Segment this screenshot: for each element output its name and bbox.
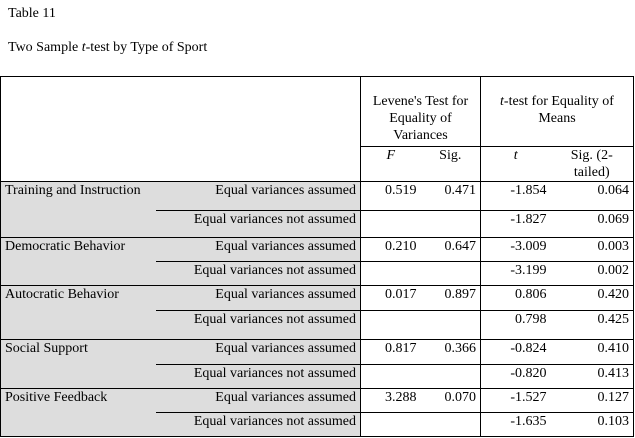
col-header-t: t bbox=[481, 147, 551, 182]
value-sig2: 0.420 bbox=[551, 286, 634, 311]
row-label-autocratic: Autocratic Behavior bbox=[1, 286, 156, 340]
col-header-f: F bbox=[361, 147, 421, 182]
value-t: 0.798 bbox=[481, 311, 551, 340]
value-sig2: 0.127 bbox=[551, 389, 634, 413]
table-row bbox=[1, 238, 634, 262]
row-sublabel: Equal variances not assumed bbox=[156, 413, 361, 437]
value-t: -1.854 bbox=[481, 182, 551, 211]
value-sig bbox=[421, 365, 481, 389]
value-t: -1.635 bbox=[481, 413, 551, 437]
value-t: -3.199 bbox=[481, 262, 551, 286]
col-header-sig: Sig. bbox=[421, 147, 481, 182]
levene-group-header: Levene's Test for Equality of Variances bbox=[361, 77, 481, 147]
value-sig2: 0.003 bbox=[551, 238, 634, 262]
value-f: 0.017 bbox=[361, 286, 421, 311]
row-label-training: Training and Instruction bbox=[1, 182, 156, 238]
row-label-positive: Positive Feedback bbox=[1, 389, 156, 437]
value-f: 3.288 bbox=[361, 389, 421, 413]
value-f bbox=[361, 311, 421, 340]
value-sig2: 0.069 bbox=[551, 211, 634, 238]
header-empty-cell-2 bbox=[1, 147, 361, 182]
value-f bbox=[361, 365, 421, 389]
row-sublabel: Equal variances assumed bbox=[156, 286, 361, 311]
row-sublabel: Equal variances assumed bbox=[156, 182, 361, 211]
value-t: -0.820 bbox=[481, 365, 551, 389]
row-sublabel: Equal variances not assumed bbox=[156, 262, 361, 286]
value-t: -3.009 bbox=[481, 238, 551, 262]
table-row bbox=[1, 182, 634, 211]
table-row bbox=[1, 340, 634, 365]
value-t: 0.806 bbox=[481, 286, 551, 311]
table-row bbox=[1, 286, 634, 311]
value-sig: 0.471 bbox=[421, 182, 481, 211]
value-sig: 0.647 bbox=[421, 238, 481, 262]
value-t: -1.527 bbox=[481, 389, 551, 413]
value-sig bbox=[421, 262, 481, 286]
row-sublabel: Equal variances not assumed bbox=[156, 365, 361, 389]
row-sublabel: Equal variances not assumed bbox=[156, 211, 361, 238]
value-f bbox=[361, 262, 421, 286]
table-label: Table 11 bbox=[8, 6, 56, 21]
row-sublabel: Equal variances assumed bbox=[156, 238, 361, 262]
value-sig2: 0.064 bbox=[551, 182, 634, 211]
value-t: -1.827 bbox=[481, 211, 551, 238]
value-f: 0.210 bbox=[361, 238, 421, 262]
value-sig: 0.366 bbox=[421, 340, 481, 365]
title-prefix: Two Sample bbox=[8, 40, 82, 55]
row-sublabel: Equal variances not assumed bbox=[156, 311, 361, 340]
value-sig bbox=[421, 413, 481, 437]
header-row-groups bbox=[1, 77, 634, 147]
row-sublabel: Equal variances assumed bbox=[156, 389, 361, 413]
value-f: 0.519 bbox=[361, 182, 421, 211]
value-sig2: 0.425 bbox=[551, 311, 634, 340]
value-sig2: 0.413 bbox=[551, 365, 634, 389]
value-sig: 0.070 bbox=[421, 389, 481, 413]
value-f bbox=[361, 211, 421, 238]
ttest-group-italic: t bbox=[500, 94, 504, 109]
value-sig2: 0.002 bbox=[551, 262, 634, 286]
header-row-columns bbox=[1, 147, 634, 182]
value-f: 0.817 bbox=[361, 340, 421, 365]
value-t: -0.824 bbox=[481, 340, 551, 365]
table-title bbox=[8, 40, 207, 56]
row-sublabel: Equal variances assumed bbox=[156, 340, 361, 365]
header-empty-cell bbox=[1, 77, 361, 147]
row-label-social: Social Support bbox=[1, 340, 156, 389]
ttest-group-rest: -test for Equality of Means bbox=[503, 94, 614, 126]
title-italic: t bbox=[81, 40, 86, 55]
value-sig2: 0.103 bbox=[551, 413, 634, 437]
ttest-table bbox=[0, 76, 634, 437]
value-sig: 0.897 bbox=[421, 286, 481, 311]
value-sig bbox=[421, 211, 481, 238]
col-header-sig2: Sig. (2-tailed) bbox=[551, 147, 634, 182]
ttest-group-header bbox=[481, 77, 634, 147]
row-label-democratic: Democratic Behavior bbox=[1, 238, 156, 286]
table-row bbox=[1, 389, 634, 413]
value-f bbox=[361, 413, 421, 437]
value-sig bbox=[421, 311, 481, 340]
value-sig2: 0.410 bbox=[551, 340, 634, 365]
title-suffix: -test by Type of Sport bbox=[85, 40, 208, 55]
